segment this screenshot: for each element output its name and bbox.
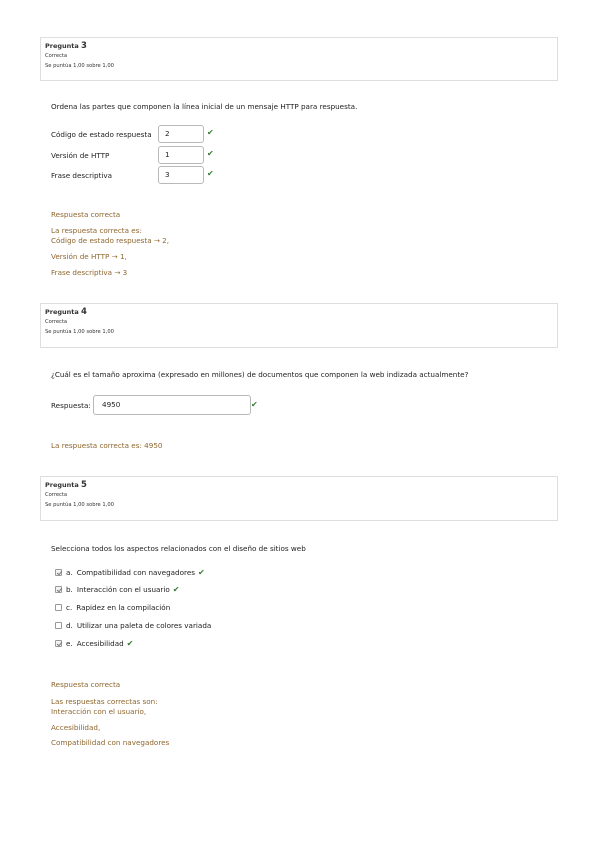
feedback-line: Compatibilidad con navegadores — [51, 738, 170, 747]
feedback-line: Versión de HTTP → 1, — [51, 252, 127, 261]
option-d — [55, 621, 211, 631]
question-number: Pregunta 3 — [45, 41, 87, 51]
feedback-line: Código de estado respuesta → 2, — [51, 236, 170, 245]
option-b — [55, 585, 179, 595]
check-icon: ✔ — [197, 568, 205, 577]
feedback-answer: La respuesta correcta es: 4950 — [51, 441, 163, 450]
question-grade: Se puntúa 1,00 sobre 1,00 — [45, 63, 114, 69]
option-letter: e. — [66, 639, 73, 648]
check-icon: ✔ — [251, 400, 258, 409]
feedback-line: Accesibilidad, — [51, 723, 101, 732]
check-icon: ✔ — [207, 128, 214, 137]
match-label: Frase descriptiva — [51, 171, 113, 180]
check-icon: ✔ — [172, 585, 180, 594]
feedback-intro: La respuesta correcta es: — [51, 226, 142, 235]
feedback-intro: Las respuestas correctas son: — [51, 697, 158, 706]
option-text: Accesibilidad — [76, 639, 124, 648]
option-text: Interacción con el usuario — [76, 585, 170, 594]
match-select[interactable]: 1 — [158, 146, 204, 164]
option-letter: c. — [66, 603, 73, 612]
option-e — [55, 639, 133, 649]
question-state: Correcta — [45, 53, 68, 59]
feedback-status: Respuesta correcta — [51, 210, 121, 219]
question-number: Pregunta 5 — [45, 480, 87, 490]
option-letter: d. — [66, 621, 73, 630]
question-3-info — [40, 37, 558, 81]
question-state: Correcta — [45, 319, 68, 325]
feedback-status: Respuesta correcta — [51, 680, 121, 689]
match-select[interactable]: 3 — [158, 166, 204, 184]
match-label: Versión de HTTP — [51, 151, 110, 160]
option-c — [55, 603, 170, 613]
option-text: Compatibilidad con navegadores — [76, 568, 195, 577]
question-number: Pregunta 4 — [45, 307, 87, 317]
question-grade: Se puntúa 1,00 sobre 1,00 — [45, 502, 114, 508]
question-4-text: ¿Cuál es el tamaño aproxima (expresado en millones) de documentos que componen la web indizada actualmente? — [51, 370, 469, 379]
question-4-info — [40, 303, 558, 348]
option-checkbox[interactable] — [55, 622, 62, 629]
option-checkbox[interactable] — [55, 569, 62, 576]
option-letter: a. — [66, 568, 73, 577]
option-checkbox[interactable] — [55, 586, 62, 593]
answer-label: Respuesta: — [51, 401, 91, 410]
check-icon: ✔ — [207, 149, 214, 158]
match-label: Código de estado respuesta — [51, 130, 152, 139]
feedback-line: Frase descriptiva → 3 — [51, 268, 128, 277]
answer-input[interactable]: 4950 — [93, 395, 251, 415]
question-grade: Se puntúa 1,00 sobre 1,00 — [45, 329, 114, 335]
question-3-text: Ordena las partes que componen la línea inicial de un mensaje HTTP para respuesta. — [51, 102, 358, 111]
option-letter: b. — [66, 585, 73, 594]
option-checkbox[interactable] — [55, 604, 62, 611]
question-state: Correcta — [45, 492, 68, 498]
option-checkbox[interactable] — [55, 640, 62, 647]
check-icon: ✔ — [126, 639, 134, 648]
match-select[interactable]: 2 — [158, 125, 204, 143]
option-a — [55, 568, 205, 578]
question-5-info — [40, 476, 558, 521]
feedback-line: Interacción con el usuario, — [51, 707, 147, 716]
check-icon: ✔ — [207, 169, 214, 178]
question-5-text: Selecciona todos los aspectos relacionados con el diseño de sitios web — [51, 544, 306, 553]
option-text: Utilizar una paleta de colores variada — [76, 621, 212, 630]
option-text: Rapidez en la compilación — [76, 603, 171, 612]
